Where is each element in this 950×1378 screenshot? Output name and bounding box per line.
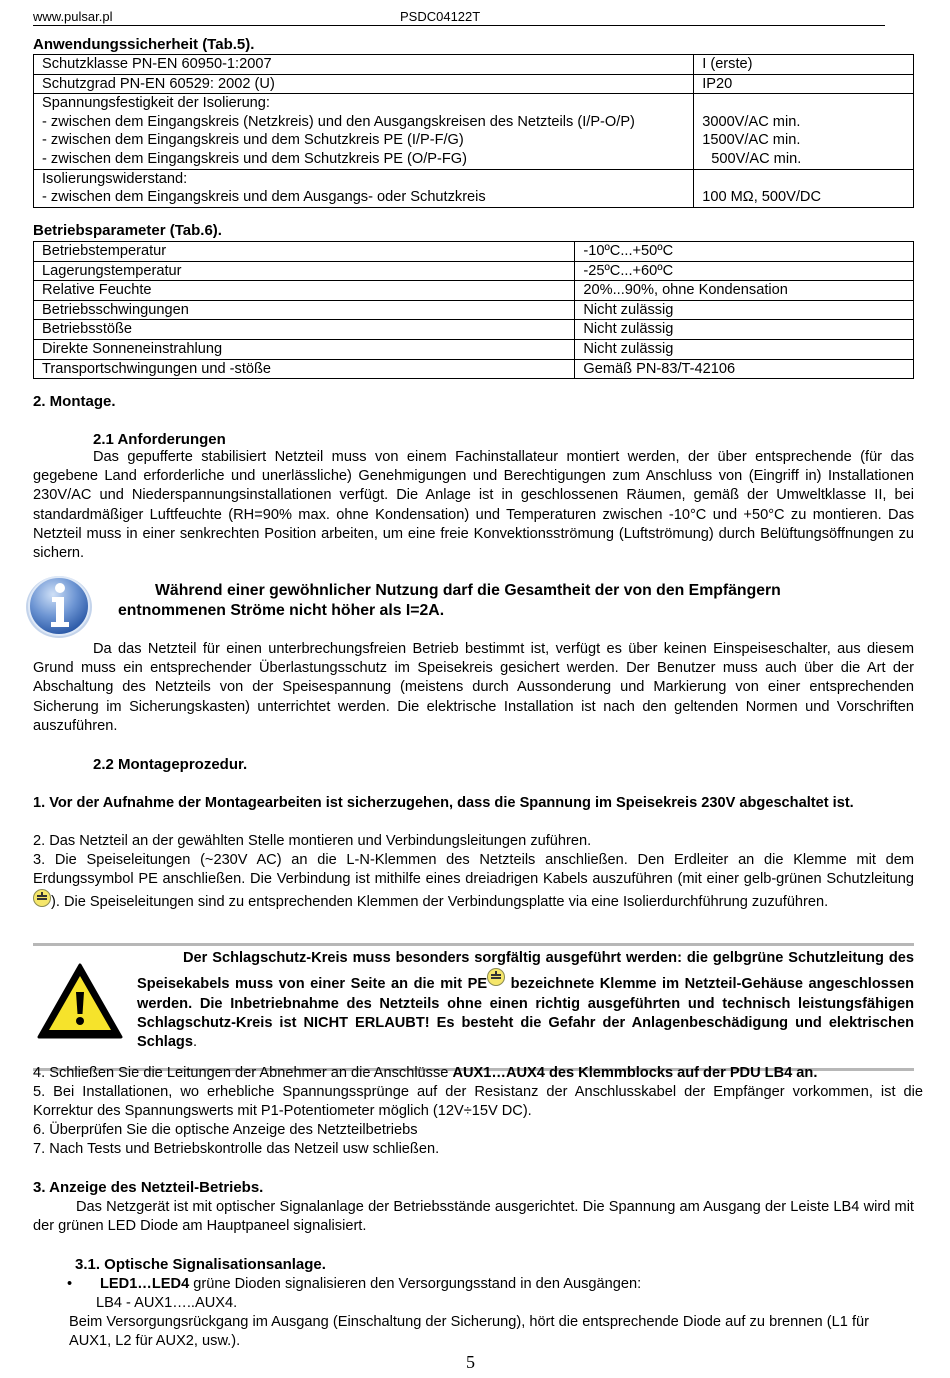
step-1: 1. Vor der Aufnahme der Montagearbeiten ist sicherzugehen, dass die Spannung im Speisekreis 230V abgeschaltet ist. [33, 795, 854, 811]
table-row [34, 359, 914, 379]
table-cell: Gemäß PN-83/T-42106 [575, 359, 914, 379]
warning-text [137, 949, 914, 1052]
ground-symbol-icon [487, 968, 505, 986]
table-cell: 20%...90%, ohne Kondensation [575, 281, 914, 301]
step-6: 6. Überprüfen Sie die optische Anzeige des Netzteilbetriebs [33, 1122, 418, 1138]
bullet-item [67, 1275, 641, 1294]
warning-icon [36, 962, 124, 1040]
overload-paragraph: Da das Netzteil für einen unterbrechungsfreien Betrieb bestimmt ist, verfügt es über keinen Einspeiseschalter, aus diesem Grund muss ein entsprechender Überlastungsschutz im Speisekreis gesichert werden. Der Benutzer muss auch über die Art der Abschaltung des Netzteils von der Speisespannung (meistens durch Aussonderung und Markierung von einer entsprechenden Sicherung im Sicherungskasten) unterrichtet werden. Die elektrische Installation ist nach den geltenden Normen und Vorschriften auszuführen. [33, 641, 914, 734]
table-row [34, 94, 914, 169]
requirements-paragraph: Das gepufferte stabilisiert Netzteil muss von einem Fachinstallateur montiert werden, der über entsprechende (für das gegebene Land erforderliche und unerlässliche) Genehmigungen und Berechtigungen zum Anschluss von (Eingriff in) Installationen 230V/AC und Niederspannungsinstallationen verfügt. Die Anlage ist in geschlossenen Räumen, gemäß der Umweltklasse II, bei standardmäßiger Luftfeuchte (RH=90% max. ohne Kondensation) und Temperaturen zwischen -10°C und +50°C zu montieren. Das Netzteil muss in einer senkrechten Position arbeiten, um eine freie Konvektionsströmung (Luftströmung) durch Belüftungsöffnungen zu sichern. [33, 449, 914, 562]
section3-1-title: 3.1. Optische Signalisationsanlage. [75, 1256, 326, 1273]
info-line-1: Während einer gewöhnlicher Nutzung darf die Gesamtheit der von den Empfängern [155, 582, 781, 599]
table-row [34, 74, 914, 94]
tab6-table [33, 241, 914, 379]
section2-title: 2. Montage. [33, 393, 116, 410]
table-cell: Schutzklasse PN-EN 60950-1:2007 [34, 55, 694, 75]
step-3 [33, 851, 914, 913]
table-cell: Direkte Sonneneinstrahlung [34, 339, 575, 359]
step-4-text: 4. Schließen Sie die Leitungen der Abnehmer an die Anschlüsse [33, 1065, 453, 1081]
page-number: 5 [466, 1352, 475, 1372]
step-3-text-end: ). Die Speiseleitungen sind zu entsprechenden Klemmen der Verbindungsplatte via eine Isolierdurchführung zuzuführen. [51, 894, 829, 911]
tab6-title: Betriebsparameter (Tab.6). [33, 222, 222, 239]
bullet-line-2: LB4 - AUX1…..AUX4. [96, 1295, 238, 1311]
insulation-value: 1500V/AC min. [702, 132, 801, 149]
step-4-bold: AUX1…AUX4 des Klemmblocks auf der PDU LB4 an. [452, 1065, 818, 1081]
table-cell: Lagerungstemperatur [34, 261, 575, 281]
table-row [34, 261, 914, 281]
resistance-label: - zwischen dem Eingangskreis und dem Ausgangs- oder Schutzkreis [42, 189, 486, 206]
info-icon [24, 572, 94, 640]
table-cell: Schutzgrad PN-EN 60529: 2002 (U) [34, 74, 694, 94]
table-row [34, 55, 914, 75]
step-3-text: 3. Die Speiseleitungen (~230V AC) an die L-N-Klemmen des Netzteils anschließen. Den Erdleiter an die Klemme mit dem Erdungssymbol PE anschließen. Die Verbindung ist mithilfe eines dreiadrigen Kabels auszuführen (mit einer gelb-grünen Schutzleitung [33, 852, 914, 888]
step-7: 7. Nach Tests und Betriebskontrolle das Netzeil usw schließen. [33, 1141, 440, 1157]
page-header [33, 8, 885, 26]
tab5-title: Anwendungssicherheit (Tab.5). [33, 36, 255, 53]
table-row [34, 281, 914, 301]
table-cell: Nicht zulässig [575, 300, 914, 320]
info-line-2: entnommenen Ströme nicht höher als I=2A. [118, 602, 445, 619]
bullet-icon: • [67, 1276, 73, 1292]
insulation-value: 500V/AC min. [711, 150, 802, 167]
section3-1-paragraph: Beim Versorgungsrückgang im Ausgang (Einschaltung der Sicherung), hört die entsprechende Diode auf zu brennen (L1 für AUX1, L2 für AUX2, usw.). [69, 1314, 869, 1350]
table-row [34, 339, 914, 359]
step-5: 5. Bei Installationen, wo erhebliche Spannungssprünge auf der Resistanz der Anschlusskabel der Empfänger vorkommen, ist die Korrektur des Spannungswerts mit P1-Potentiometer möglich (12V÷15V DC). [33, 1084, 923, 1120]
insulation-item: - zwischen dem Eingangskreis und dem Schutzkreis PE (I/P-F/G) [42, 132, 464, 149]
table-row [34, 300, 914, 320]
section3-title: 3. Anzeige des Netzteil-Betriebs. [33, 1179, 264, 1196]
table-cell: Relative Feuchte [34, 281, 575, 301]
table-cell: IP20 [694, 74, 914, 94]
ground-symbol-icon [33, 889, 51, 907]
table-cell: -10ºC...+50ºC [575, 242, 914, 262]
table-cell: Nicht zulässig [575, 339, 914, 359]
table-cell: Betriebsschwingungen [34, 300, 575, 320]
header-doc-code: PSDC04122T [400, 9, 481, 24]
table-cell: Betriebsstöße [34, 320, 575, 340]
table-row [34, 320, 914, 340]
header-website: www.pulsar.pl [33, 9, 113, 24]
insulation-heading: Spannungsfestigkeit der Isolierung: [42, 95, 270, 112]
resistance-value: 100 MΩ, 500V/DC [702, 189, 822, 206]
step-4 [33, 1064, 923, 1083]
insulation-value: 3000V/AC min. [702, 113, 801, 130]
section3-paragraph: Das Netzgerät ist mit optischer Signalanlage der Betriebsstände ausgerichtet. Die Spannung am Ausgang der Leiste LB4 wird mit der grünen LED Diode am Hauptpaneel signalisiert. [33, 1199, 914, 1235]
table-cell: Betriebstemperatur [34, 242, 575, 262]
table-cell: -25ºC...+60ºC [575, 261, 914, 281]
section2-1-title: 2.1 Anforderungen [93, 431, 226, 448]
table-cell: Transportschwingungen und -stöße [34, 359, 575, 379]
warning-text-end: . [192, 1034, 198, 1051]
resistance-heading: Isolierungswiderstand: [42, 170, 188, 187]
table-row [34, 169, 914, 207]
warning-text-a: Der Schlagschutz-Kreis muss besonders sorgfältig ausgeführt werden: die gelbgrüne Schutzleitung des Speisekabels muss von einer Seite an die mit PE [137, 950, 914, 993]
tab5-table [33, 54, 914, 208]
table-cell: I (erste) [694, 55, 914, 75]
bullet-text: grüne Dioden signalisieren den Versorgungsstand in den Ausgängen: [189, 1276, 642, 1292]
section2-2-title: 2.2 Montageprozedur. [93, 756, 248, 773]
bullet-bold: LED1…LED4 [100, 1276, 190, 1292]
insulation-item: - zwischen dem Eingangskreis (Netzkreis) und den Ausgangskreisen des Netzteils (I/P-O/P) [42, 113, 635, 130]
step-2: 2. Das Netzteil an der gewählten Stelle montieren und Verbindungsleitungen zuführen. [33, 833, 592, 849]
warning-text-b: bezeichnete Klemme im Netzteil-Gehäuse angeschlossen werden. Die Inbetriebnahme des Netzteils ohne einen richtig ausgeführten und technisch leistungsfähigen Schlagschutz-Kreis ist NICHT ERLAUBT! Es besteht die Gefahr der Anlagenbeschädigung und elektrischen Schlags [137, 976, 914, 1051]
table-row [34, 242, 914, 262]
table-cell: Nicht zulässig [575, 320, 914, 340]
insulation-item: - zwischen dem Eingangskreis und dem Schutzkreis PE (O/P-FG) [42, 150, 467, 167]
